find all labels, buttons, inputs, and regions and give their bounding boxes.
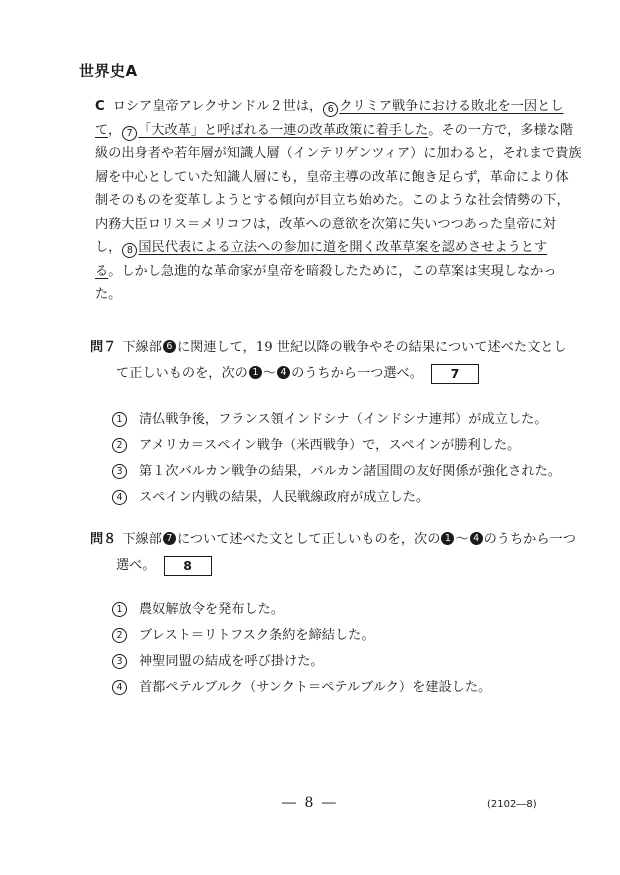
question-stem-line (90, 553, 550, 579)
option-2[interactable] (112, 433, 542, 459)
question-text: のうちから一つ (483, 532, 576, 547)
choice-range-start: 1 (249, 366, 262, 379)
tilde: ～ (262, 366, 277, 381)
exam-code: (2102―8) (487, 799, 537, 810)
underline-number-8: 8 (122, 243, 137, 258)
passage-text: し， (95, 240, 122, 255)
passage-c (95, 95, 582, 307)
option-text: 神聖同盟の結成を呼び掛けた。 (139, 654, 324, 669)
option-text: 第１次バルカン戦争の結果，バルカン諸国間の友好関係が強化された。 (139, 464, 561, 479)
passage-line (95, 236, 547, 260)
option-text: アメリカ＝スペイン戦争（米西戦争）で，スペインが勝利した。 (139, 438, 521, 453)
question-text: 下線部 (122, 340, 162, 355)
passage-text: 級の出身者や若年層が知識人層（インテリゲンツィア）に加わると，それまで貴族 (95, 146, 582, 161)
tilde: ～ (455, 532, 469, 547)
option-mark: 2 (112, 438, 127, 453)
option-text: ブレスト＝リトフスク条約を締結した。 (139, 628, 375, 643)
question-stem-line (90, 361, 550, 387)
option-4[interactable] (112, 675, 542, 701)
ref-number-6: 6 (163, 340, 176, 353)
option-text: 農奴解放令を発布した。 (139, 602, 285, 617)
passage-line (95, 142, 582, 166)
option-3[interactable] (112, 459, 561, 485)
passage-text: 制そのものを変革しようとする傾向が目立ち始めた。このような社会情勢の下， (95, 193, 570, 208)
section-label: C (95, 99, 105, 114)
option-mark: 4 (112, 490, 127, 505)
question-number: 問７ (90, 340, 117, 355)
question-text: について述べた文として正しいものを，次の (176, 532, 441, 547)
underlined-text-6-cont: て (95, 122, 108, 138)
question-text: に関連して，19 世紀以降の戦争やその結果について述べた文とし (176, 340, 567, 355)
passage-line (95, 189, 570, 213)
option-3[interactable] (112, 649, 542, 675)
options-q8 (112, 597, 542, 701)
question-stem-line (90, 527, 576, 553)
options-q7 (112, 407, 561, 511)
underlined-text-6: クリミア戦争における敗北を一因とし (339, 99, 564, 114)
question-8 (90, 527, 576, 579)
subject-title: 世界史A (79, 62, 138, 80)
ref-number-7: 7 (163, 532, 176, 545)
passage-text: た。 (95, 287, 122, 302)
choice-range-end: 4 (470, 532, 483, 545)
question-text: 下線部 (122, 532, 162, 547)
option-mark: 2 (112, 628, 127, 643)
option-2[interactable] (112, 623, 542, 649)
question-7 (90, 335, 567, 387)
question-text: 選べ。 (116, 558, 156, 573)
underlined-text-8-cont: る (95, 263, 109, 279)
passage-text: ロシア皇帝アレクサンドル２世は， (112, 99, 323, 114)
passage-line (95, 283, 547, 307)
passage-line (95, 213, 556, 237)
passage-text: ， (107, 122, 122, 138)
option-1[interactable] (112, 407, 548, 433)
option-mark: 4 (112, 680, 127, 695)
passage-text: 内務大臣ロリス＝メリコフは，改革への意欲を次第に失いつつあった皇帝に対 (95, 216, 556, 232)
underlined-text-7: 「大改革」と呼ばれる一連の改革政策に着手した (138, 122, 429, 138)
passage-line (95, 95, 564, 119)
option-mark: 1 (112, 602, 127, 617)
question-stem-line (90, 335, 567, 361)
underline-number-7: 7 (122, 126, 137, 141)
option-mark: 1 (112, 412, 127, 427)
option-mark: 3 (112, 654, 127, 669)
answer-box-7[interactable]: 7 (431, 364, 479, 384)
underline-number-6: 6 (323, 102, 338, 117)
option-1[interactable] (112, 597, 542, 623)
passage-line (95, 119, 574, 143)
passage-text: 。その一方で，多様な階 (428, 122, 574, 138)
question-text: のうちから一つ選べ。 (291, 366, 423, 381)
underlined-text-8: 国民代表による立法への参加に道を開く改革草案を認めさせようとす (138, 240, 548, 255)
choice-range-start: 1 (441, 532, 454, 545)
question-number: 問８ (90, 532, 117, 547)
passage-line (95, 166, 569, 190)
passage-text: 層を中心としていた知識人層にも，皇帝主導の改革に飽き足らず，革命により体 (95, 169, 569, 185)
option-4[interactable] (112, 485, 542, 511)
option-mark: 3 (112, 464, 127, 479)
option-text: スペイン内戦の結果，人民戦線政府が成立した。 (139, 490, 430, 505)
choice-range-end: 4 (277, 366, 290, 379)
passage-line (95, 260, 557, 284)
passage-text: 。しかし急進的な革命家が皇帝を暗殺したために，この草案は実現しなかっ (108, 263, 557, 279)
question-text: て正しいものを，次の (116, 366, 248, 381)
page-number: ― 8 ― (282, 795, 338, 811)
option-text: 首都ペテルブルク（サンクト＝ペテルブルク）を建設した。 (139, 680, 492, 695)
answer-box-8[interactable]: 8 (164, 556, 212, 576)
option-text: 清仏戦争後，フランス領インドシナ（インドシナ連邦）が成立した。 (139, 412, 548, 427)
